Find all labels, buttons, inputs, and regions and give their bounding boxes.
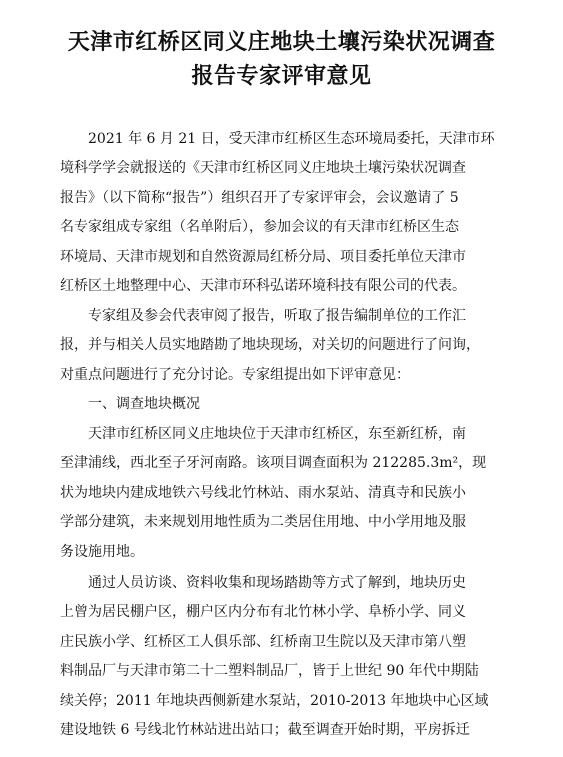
text-line: 庄民族小学、红桥区工人俱乐部、红桥南卫生院以及天津市第八塑 [60,633,466,650]
paragraph-site-location [60,420,515,567]
text-line: 专家组及参会代表审阅了报告，听取了报告编制单位的工作汇 [88,308,466,324]
text-line: 天津市红桥区同义庄地块位于天津市红桥区，东至新红桥，南 [88,426,466,442]
text-line: 上曾为居民棚户区，棚户区内分布有北竹林小学、阜桥小学、同义 [60,604,466,621]
text-line: 报告》（以下简称“报告”）组织召开了专家评审会，会议邀请了 5 [60,189,459,206]
text-line: 至津浦线，西北至子牙河南路。该项目调查面积为 212285.3m²，现 [60,455,487,472]
document-title-line-1: 天津市红桥区同义庄地块土壤污染状况调查 [67,30,496,55]
text-line: 学部分建筑，未来规划用地性质为二类居住用地、中小学用地及服 [60,514,466,531]
paragraph-meeting-intro [60,125,515,301]
text-line: 料制品厂与天津市第二十二塑料制品厂，皆于上世纪 90 年代中期陆 [60,663,479,680]
text-line: 续关停；2011 年地块西侧新建水泵站，2010-2013 年地块中心区域 [60,692,489,709]
paragraph-review-process [60,302,515,390]
text-line: 状为地块内建成地铁六号线北竹林站、雨水泵站、清真寺和民族小 [60,484,466,501]
text-line: 报，并与相关人员实地踏勘了地块现场，对关切的问题进行了问询， [60,337,480,354]
text-line: 名专家组成专家组（名单附后），参加会议的有天津市红桥区生态 [60,219,459,236]
text-line: 红桥区土地整理中心、天津市环科弘诺环境科技有限公司的代表。 [60,278,466,295]
section-heading: 一、调查地块概况 [88,396,200,412]
text-line: 建设地铁 6 号线北竹林站进出站口；截至调查开始时期，平房拆迁 [60,722,470,739]
section-heading-site-overview [60,390,515,419]
text-line: 通过人员访谈、资料收集和现场踏勘等方式了解到，地块历史 [88,575,466,591]
text-line: 对重点问题进行了充分讨论。专家组提出如下评审意见： [60,366,410,383]
text-line: 务设施用地。 [60,543,144,560]
text-line: 环境局、天津市规划和自然资源局红桥分局、项目委托单位天津市 [60,248,466,265]
document-title-line-2: 报告专家评审意见 [191,64,372,89]
text-line: 境科学学会就报送的《天津市红桥区同义庄地块土壤污染状况调查 [60,160,466,177]
text-line: 2021 年 6 月 21 日，受天津市红桥区生态环境局委托，天津市环 [88,131,495,147]
paragraph-site-history [60,569,515,745]
